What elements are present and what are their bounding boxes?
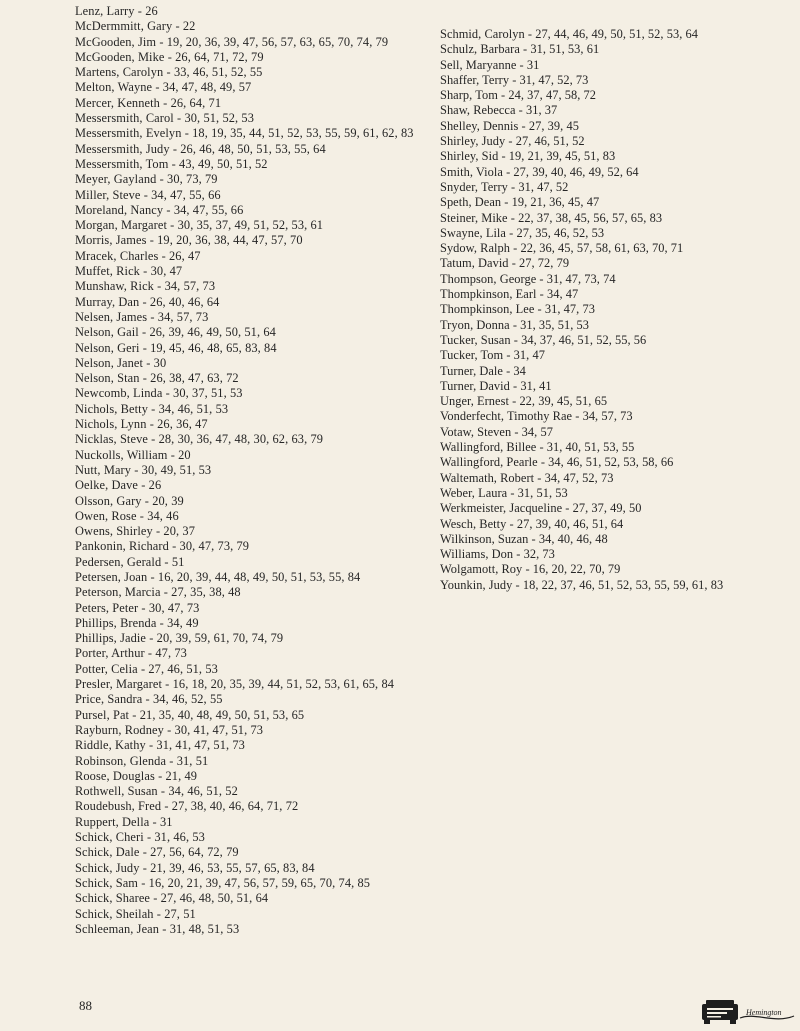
index-entry: Schmid, Carolyn - 27, 44, 46, 49, 50, 51, 52, 53, 64 <box>440 27 698 41</box>
index-entry: Peterson, Marcia - 27, 35, 38, 48 <box>75 585 241 600</box>
index-entry: Tucker, Tom - 31, 47 <box>440 348 545 363</box>
index-entry: Price, Sandra - 34, 46, 52, 55 <box>75 692 223 707</box>
index-entry: Rothwell, Susan - 34, 46, 51, 52 <box>75 784 238 799</box>
index-entry: Nelson, Gail - 26, 39, 46, 49, 50, 51, 64 <box>75 325 276 340</box>
index-entry: Schulz, Barbara - 31, 51, 53, 61 <box>440 42 600 57</box>
index-entry: Phillips, Brenda - 34, 49 <box>75 615 199 630</box>
index-entry: Wesch, Betty - 27, 39, 40, 46, 51, 64 <box>440 516 624 531</box>
index-entry: Roudebush, Fred - 27, 38, 40, 46, 64, 71, 72 <box>75 799 299 814</box>
index-entry: Speth, Dean - 19, 21, 36, 45, 47 <box>440 195 600 210</box>
index-entry: McGooden, Jim - 19, 20, 36, 39, 47, 56, 57, 63, 65, 70, 74, 79 <box>75 34 389 49</box>
index-entry: Snyder, Terry - 31, 47, 52 <box>440 179 569 194</box>
index-entry: Munshaw, Rick - 34, 57, 73 <box>75 279 216 294</box>
index-entry: Petersen, Joan - 16, 20, 39, 44, 48, 49, 50, 51, 53, 55, 84 <box>75 569 361 584</box>
index-entry: Schick, Cheri - 31, 46, 53 <box>75 830 205 845</box>
index-entry: Mercer, Kenneth - 26, 64, 71 <box>75 95 222 110</box>
index-entry: Vonderfecht, Timothy Rae - 34, 57, 73 <box>440 409 633 424</box>
index-entry: Peters, Peter - 30, 47, 73 <box>75 600 200 615</box>
index-entry: Owens, Shirley - 20, 37 <box>75 524 195 539</box>
index-entry: Morgan, Margaret - 30, 35, 37, 49, 51, 52, 53, 61 <box>75 218 324 233</box>
index-entry: Tatum, David - 27, 72, 79 <box>440 256 570 271</box>
index-entry: Unger, Ernest - 22, 39, 45, 51, 65 <box>440 394 608 409</box>
index-entry: Williams, Don - 32, 73 <box>440 547 555 562</box>
index-entry: Nutt, Mary - 30, 49, 51, 53 <box>75 462 212 477</box>
index-entry: Shirley, Judy - 27, 46, 51, 52 <box>440 134 585 149</box>
index-entry: Shaw, Rebecca - 31, 37 <box>440 103 558 118</box>
index-entry: Tryon, Donna - 31, 35, 51, 53 <box>440 317 589 332</box>
index-entry: Nichols, Lynn - 26, 36, 47 <box>75 417 208 432</box>
index-entry: Phillips, Jadie - 20, 39, 59, 61, 70, 74, 79 <box>75 631 284 646</box>
index-entry: Smith, Viola - 27, 39, 40, 46, 49, 52, 64 <box>440 164 639 179</box>
index-entry: Thompkinson, Lee - 31, 47, 73 <box>440 302 595 317</box>
index-entry: Younkin, Judy - 18, 22, 37, 46, 51, 52, 53, 55, 59, 61, 83 <box>440 577 724 592</box>
index-entry: McGooden, Mike - 26, 64, 71, 72, 79 <box>75 49 264 64</box>
index-column-right <box>440 27 790 593</box>
index-entry: Shelley, Dennis - 27, 39, 45 <box>440 118 579 133</box>
index-column-left <box>75 4 430 937</box>
index-entry: Nelson, Janet - 30 <box>75 355 167 370</box>
page-number: 88 <box>79 998 92 1013</box>
index-entry: Messersmith, Evelyn - 18, 19, 35, 44, 51, 52, 53, 55, 59, 61, 62, 83 <box>75 126 414 141</box>
index-entry: Schick, Sharee - 27, 46, 48, 50, 51, 64 <box>75 891 269 906</box>
index-entry: Potter, Celia - 27, 46, 51, 53 <box>75 661 218 676</box>
index-entry: Wallingford, Billee - 31, 40, 51, 53, 55 <box>440 440 635 455</box>
index-entry: Porter, Arthur - 47, 73 <box>75 646 187 661</box>
index-entry: Werkmeister, Jacqueline - 27, 37, 49, 50 <box>440 501 642 516</box>
index-entry: Shirley, Sid - 19, 21, 39, 45, 51, 83 <box>440 149 616 164</box>
index-entry: Moreland, Nancy - 34, 47, 55, 66 <box>75 202 244 217</box>
index-entry: Messersmith, Tom - 43, 49, 50, 51, 52 <box>75 156 268 171</box>
index-entry: McDermmitt, Gary - 22 <box>75 19 196 34</box>
index-entry: Miller, Steve - 34, 47, 55, 66 <box>75 187 221 202</box>
index-entry: Turner, Dale - 34 <box>440 363 526 378</box>
index-entry: Schleeman, Jean - 31, 48, 51, 53 <box>75 921 240 936</box>
index-entry: Meyer, Gayland - 30, 73, 79 <box>75 172 218 187</box>
index-entry: Nelsen, James - 34, 57, 73 <box>75 309 209 324</box>
index-entry: Robinson, Glenda - 31, 51 <box>75 753 209 768</box>
index-entry: Shaffer, Terry - 31, 47, 52, 73 <box>440 72 589 87</box>
index-entry: Roose, Douglas - 21, 49 <box>75 768 198 783</box>
index-entry: Oelke, Dave - 26 <box>75 478 162 493</box>
index-entry: Melton, Wayne - 34, 47, 48, 49, 57 <box>75 80 252 95</box>
index-entry: Turner, David - 31, 41 <box>440 378 552 393</box>
index-entry: Sell, Maryanne - 31 <box>440 57 540 72</box>
index-entry: Nelson, Geri - 19, 45, 46, 48, 65, 83, 84 <box>75 340 277 355</box>
index-entry: Ruppert, Della - 31 <box>75 814 173 829</box>
index-entry: Swayne, Lila - 27, 35, 46, 52, 53 <box>440 225 605 240</box>
index-entry: Olsson, Gary - 20, 39 <box>75 493 184 508</box>
index-entry: Thompson, George - 31, 47, 73, 74 <box>440 271 616 286</box>
index-entry: Newcomb, Linda - 30, 37, 51, 53 <box>75 386 243 401</box>
index-entry: Thompkinson, Earl - 34, 47 <box>440 287 579 302</box>
index-entry: Pursel, Pat - 21, 35, 40, 48, 49, 50, 51, 53, 65 <box>75 707 305 722</box>
index-entry: Muffet, Rick - 30, 47 <box>75 264 183 279</box>
index-entry: Nuckolls, William - 20 <box>75 447 191 462</box>
svg-text:Hemington: Hemington <box>746 1008 782 1017</box>
index-entry: Schick, Sam - 16, 20, 21, 39, 47, 56, 57, 59, 65, 70, 74, 85 <box>75 875 371 890</box>
index-entry: Schick, Dale - 27, 56, 64, 72, 79 <box>75 845 239 860</box>
index-entry: Presler, Margaret - 16, 18, 20, 35, 39, 44, 51, 52, 53, 61, 65, 84 <box>75 677 395 692</box>
index-entry: Murray, Dan - 26, 40, 46, 64 <box>75 294 220 309</box>
index-entry: Messersmith, Judy - 26, 46, 48, 50, 51, 53, 55, 64 <box>75 141 326 156</box>
publisher-logo <box>700 998 796 1026</box>
index-entry: Rayburn, Rodney - 30, 41, 47, 51, 73 <box>75 722 264 737</box>
index-entry: Pankonin, Richard - 30, 47, 73, 79 <box>75 539 250 554</box>
index-entry: Mracek, Charles - 26, 47 <box>75 248 201 263</box>
index-entry: Tucker, Susan - 34, 37, 46, 51, 52, 55, 56 <box>440 332 647 347</box>
index-entry: Nichols, Betty - 34, 46, 51, 53 <box>75 401 229 416</box>
index-entry: Schick, Judy - 21, 39, 46, 53, 55, 57, 65, 83, 84 <box>75 860 315 875</box>
index-entry: Steiner, Mike - 22, 37, 38, 45, 56, 57, 65, 83 <box>440 210 663 225</box>
index-entry: Sharp, Tom - 24, 37, 47, 58, 72 <box>440 88 597 103</box>
index-entry: Schick, Sheilah - 27, 51 <box>75 906 196 921</box>
index-entry: Messersmith, Carol - 30, 51, 52, 53 <box>75 111 255 126</box>
index-entry: Morris, James - 19, 20, 36, 38, 44, 47, 57, 70 <box>75 233 303 248</box>
index-entry: Owen, Rose - 34, 46 <box>75 508 179 523</box>
index-entry: Riddle, Kathy - 31, 41, 47, 51, 73 <box>75 738 245 753</box>
index-entry: Nelson, Stan - 26, 38, 47, 63, 72 <box>75 371 239 386</box>
index-entry: Lenz, Larry - 26 <box>75 4 158 18</box>
index-entry: Nicklas, Steve - 28, 30, 36, 47, 48, 30, 62, 63, 79 <box>75 432 324 447</box>
index-entry: Wolgamott, Roy - 16, 20, 22, 70, 79 <box>440 562 621 577</box>
index-entry: Wallingford, Pearle - 34, 46, 51, 52, 53, 58, 66 <box>440 455 674 470</box>
index-entry: Votaw, Steven - 34, 57 <box>440 424 553 439</box>
index-entry: Wilkinson, Suzan - 34, 40, 46, 48 <box>440 531 608 546</box>
index-entry: Martens, Carolyn - 33, 46, 51, 52, 55 <box>75 65 263 80</box>
index-entry: Weber, Laura - 31, 51, 53 <box>440 485 568 500</box>
index-entry: Sydow, Ralph - 22, 36, 45, 57, 58, 61, 63, 70, 71 <box>440 241 684 256</box>
index-entry: Waltemath, Robert - 34, 47, 52, 73 <box>440 470 614 485</box>
index-entry: Pedersen, Gerald - 51 <box>75 554 185 569</box>
